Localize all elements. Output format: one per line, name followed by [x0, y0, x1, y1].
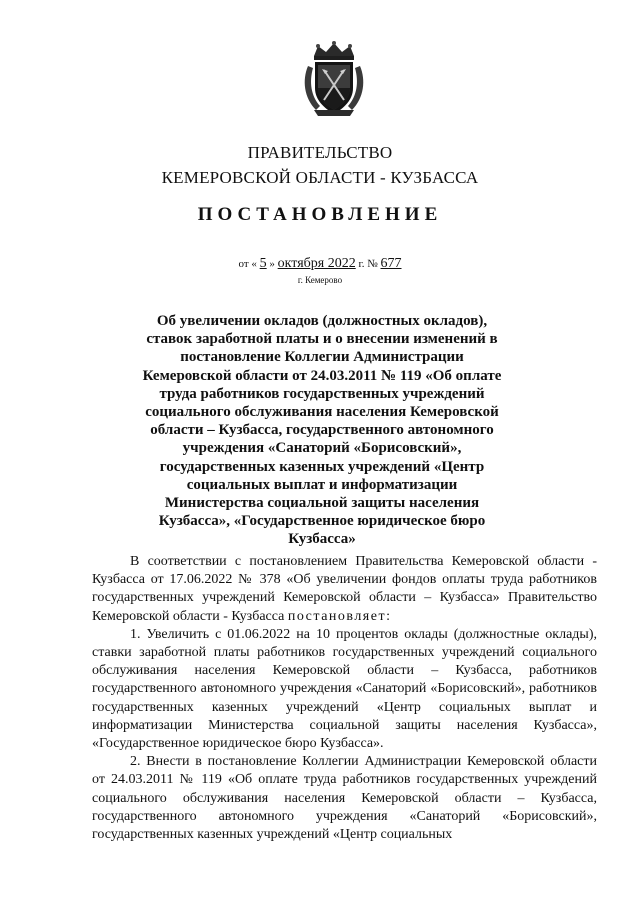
date-year-suffix: г. — [358, 258, 365, 270]
document-city: г. Кемерово — [297, 275, 343, 285]
decrees-word: постановляет: — [287, 608, 392, 624]
date-mid: » — [269, 258, 275, 270]
preamble-text: В соответствии с постановлением Правительства Кемеровской области - Кузбасса от 17.06.2022 № 378 «Об увеличении фондов оплаты труда работников государственных учреждений Кемеровской области – Кузбасса» Правительство Кемеровской области - Кузбасса — [92, 554, 597, 624]
item-1-paragraph: 1. Увеличить с 01.06.2022 на 10 процентов оклады (должностные оклады), ставки заработной платы работников государственных учреждений социального обслуживания населения Кемеровской области – Кузбасса, работников государственного автономного учреждения «Санаторий «Борисовский», работников государственных казенных учреждений «Центр социальных выплат и информатизации Министерства социальной защиты населения Кузбасса», «Государственное юридическое бюро Кузбасса». — [92, 626, 597, 752]
date-prefix: от « — [238, 258, 257, 270]
document-body — [92, 553, 597, 844]
document-type-heading: ПОСТАНОВЛЕНИЕ — [197, 204, 443, 225]
document-title: Об увеличении окладов (должностных окладов), ставок заработной платы и о внесении изменений в постановление Коллегии Администрации Кемеровской области от 24.03.2011 № 119 «Об оплате труда работников государственных учреждений социального обслуживания населения Кемеровской области – Кузбасса, государственного автономного учреждения «Санаторий «Борисовский», государственных казенных учреждений «Центр социальных выплат и информатизации Министерства социальной защиты населения Кузбасса», «Государственное юридическое бюро Кузбасса» — [142, 313, 502, 548]
item-2-paragraph: 2. Внести в постановление Коллегии Администрации Кемеровской области от 24.03.2011 № 119 «Об оплате труда работников государственных учреждений социального обслуживания населения Кемеровской области – Кузбасса, государственного автономного учреждения «Санаторий «Борисовский», государственных казенных учреждений «Центр социальных — [92, 754, 597, 843]
preamble-paragraph — [92, 553, 597, 626]
kemerovo-coat-of-arms-icon — [300, 40, 368, 118]
date-day: 5 — [259, 256, 267, 271]
government-name-line1: ПРАВИТЕЛЬСТВО — [247, 143, 393, 162]
government-name-line2: КЕМЕРОВСКОЙ ОБЛАСТИ - КУЗБАССА — [161, 168, 479, 187]
number-prefix: № — [367, 258, 378, 270]
document-dateline — [0, 256, 640, 272]
date-month-year: октября 2022 — [277, 256, 356, 271]
document-number: 677 — [380, 256, 402, 271]
